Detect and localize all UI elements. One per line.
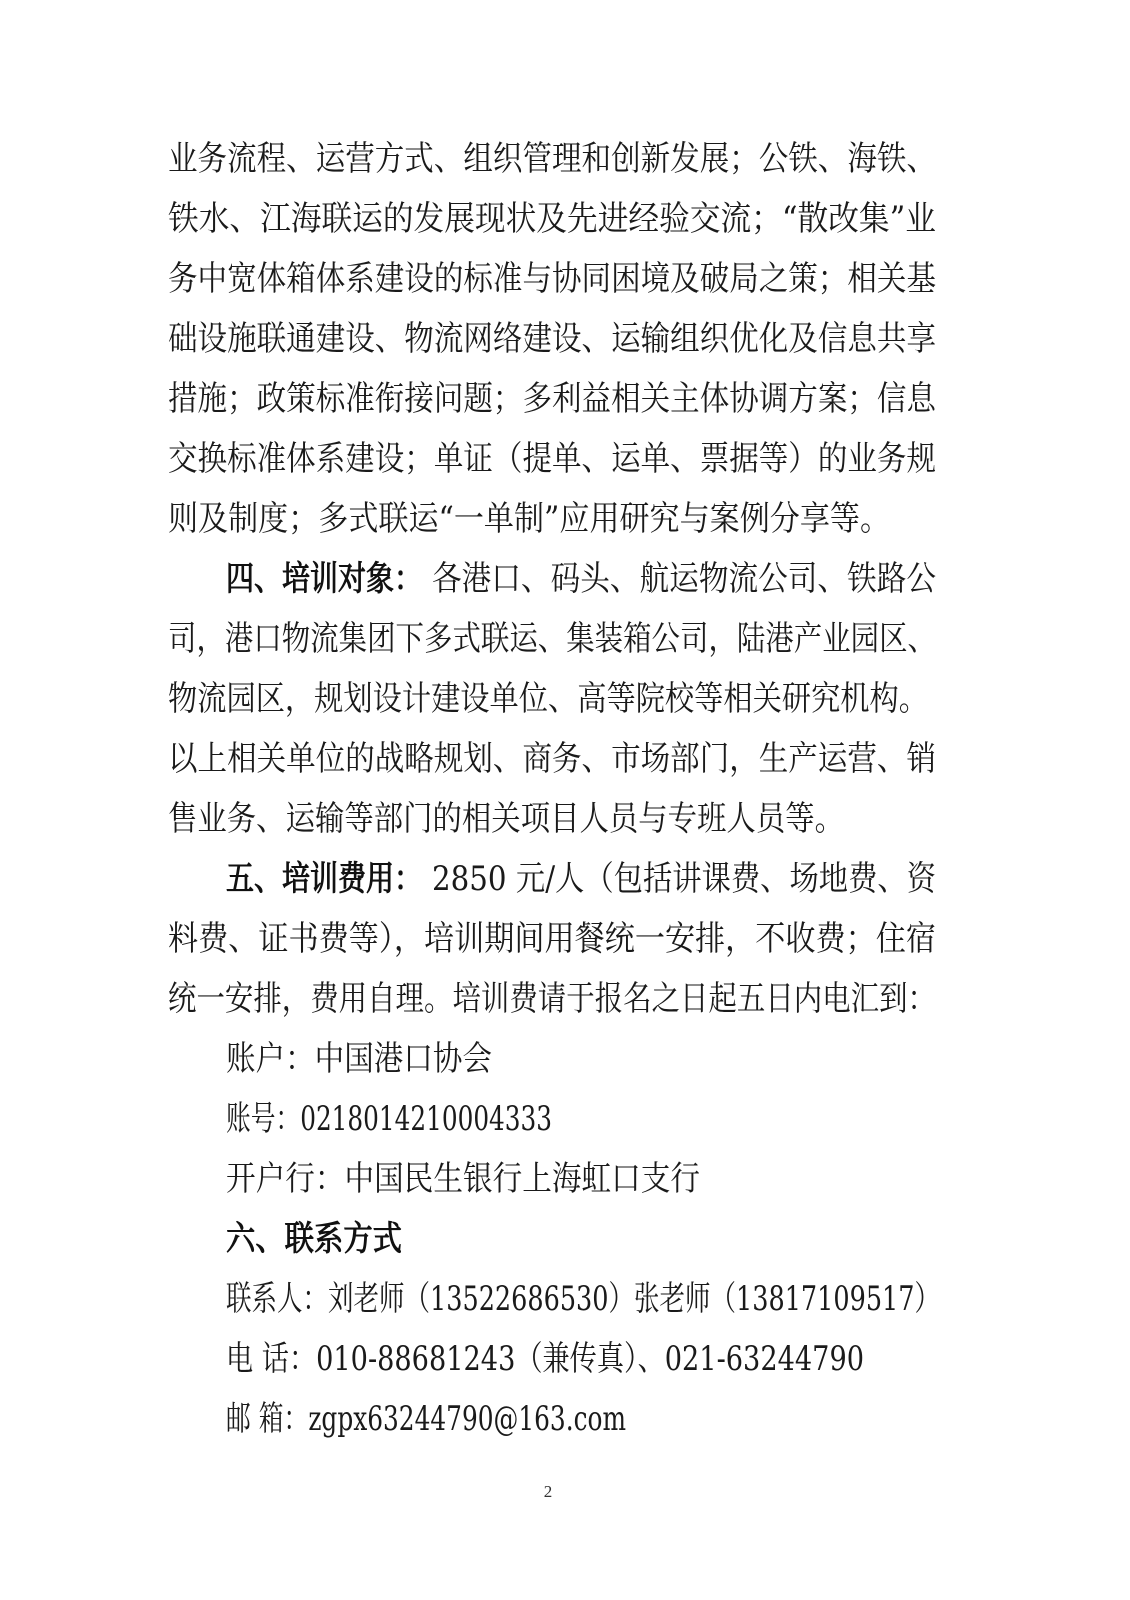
section-4-line: 司，港口物流集团下多式联运、集装箱公司，陆港产业园区、 — [168, 619, 936, 659]
account-number: 账号：0218014210004333 — [226, 1099, 552, 1139]
phone-line: 电 话：010-88681243（兼传真）、021-63244790 — [226, 1339, 864, 1379]
section-4-line: 售业务、运输等部门的相关项目人员与专班人员等。 — [168, 799, 844, 839]
section-6-heading: 六、联系方式 — [226, 1219, 402, 1259]
contact-person: 联系人：刘老师（13522686530）张老师（13817109517） — [226, 1279, 940, 1319]
intro-line: 业务流程、运营方式、组织管理和创新发展；公铁、海铁、 — [168, 139, 936, 179]
intro-line: 务中宽体箱体系建设的标准与协同困境及破局之策；相关基 — [168, 259, 936, 299]
account-name: 账户：中国港口协会 — [226, 1039, 492, 1079]
section-4-heading: 四、培训对象： — [226, 559, 422, 599]
section-4-first-line: 各港口、码头、航运物流公司、铁路公 — [432, 559, 936, 599]
section-5-heading: 五、培训费用： — [226, 859, 422, 899]
section-4-line: 物流园区，规划设计建设单位、高等院校等相关研究机构。 — [168, 679, 928, 719]
email-line: 邮 箱：zgpx63244790@163.com — [226, 1399, 626, 1439]
section-training-fee — [168, 859, 937, 1019]
section-4-line: 以上相关单位的战略规划、商务、市场部门，生产运营、销 — [168, 739, 936, 779]
intro-line: 交换标准体系建设；单证（提单、运单、票据等）的业务规 — [168, 439, 936, 479]
intro-line: 则及制度；多式联运“一单制”应用研究与案例分享等。 — [168, 499, 890, 539]
intro-line: 铁水、江海联运的发展现状及先进经验交流；“散改集”业 — [168, 199, 936, 239]
section-5-line: 统一安排，费用自理。培训费请于报名之日起五日内电汇到： — [168, 979, 936, 1019]
intro-line: 础设施联通建设、物流网络建设、运输组织优化及信息共享 — [168, 319, 936, 359]
intro-line: 措施；政策标准衔接问题；多利益相关主体协调方案；信息 — [168, 379, 937, 419]
section-5-first-line: 2850 元/人（包括讲课费、场地费、资 — [432, 859, 937, 899]
bank-branch: 开户行：中国民生银行上海虹口支行 — [226, 1159, 700, 1199]
section-5-line: 料费、证书费等），培训期间用餐统一安排，不收费；住宿 — [168, 919, 936, 959]
page-number: 2 — [543, 1482, 553, 1501]
